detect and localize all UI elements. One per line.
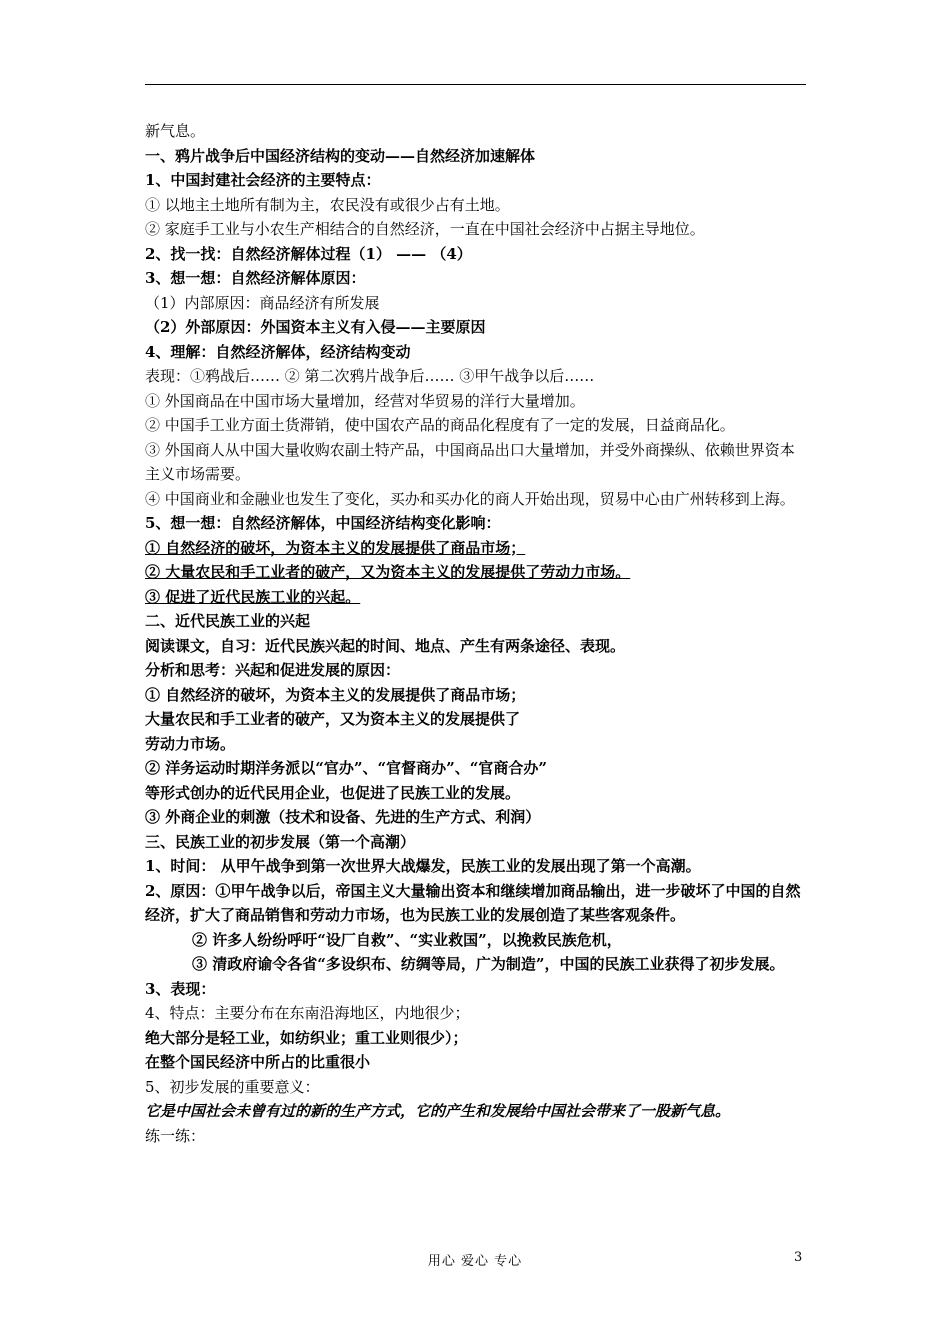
text-line: 阅读课文，自习：近代民族兴起的时间、地点、产生有两条途径、表现。: [145, 636, 626, 655]
text-line: ① 以地主土地所有制为主，农民没有或很少占有土地。: [145, 195, 510, 214]
footer-motto: 用心 爱心 专心: [427, 1254, 523, 1269]
sub-heading: 5、初步发展的重要意义：: [145, 1077, 320, 1096]
sub-heading: 5、想一想：自然经济解体，中国经济结构变化影响：: [145, 514, 501, 532]
text-line: ④ 中国商业和金融业也发生了变化，买办和买办化的商人开始出现，贸易中心由广州转移到上海。: [145, 489, 795, 508]
text-line: ① 外国商品在中国市场大量增加，经营对华贸易的洋行大量增加。: [145, 391, 585, 410]
underlined-point: ③ 促进了近代民族工业的兴起。: [145, 587, 361, 606]
text-line: ③ 外商企业的刺激（技术和设备、先进的生产方式、利润）: [145, 808, 541, 826]
page-number: 3: [794, 1250, 803, 1265]
text-line: ③ 外国商人从中国大量收购农副土特产品，中国商品出口大量增加，并受外商操纵、依赖世界资本主义市场需要。: [145, 440, 795, 483]
text-line: ① 自然经济的破坏，为资本主义的发展提供了商品市场；: [145, 685, 526, 704]
text-line: ② 许多人纷纷呼吁“设厂自救”、“实业救国”，以挽救民族危机，: [192, 930, 622, 949]
text-line: （2）外部原因：外国资本主义有入侵——主要原因: [145, 318, 486, 336]
text-line: 等形式创办的近代民用企业，也促进了民族工业的发展。: [145, 783, 521, 802]
section-heading: 一、鸦片战争后中国经济结构的变动——自然经济加速解体: [145, 146, 536, 165]
underlined-point: ② 大量农民和手工业者的破产，又为资本主义的发展提供了劳动力市场。: [145, 563, 631, 581]
text-line: ② 洋务运动时期洋务派以“官办”、“官督商办”、“官商合办”: [145, 759, 547, 777]
text-line: 4、特点：主要分布在东南沿海地区，内地很少；: [145, 1004, 470, 1022]
section-heading: 三、民族工业的初步发展（第一个高潮）: [145, 832, 416, 851]
sub-heading: 3、想一想：自然经济解体原因：: [145, 269, 366, 287]
underlined-point: ① 自然经济的破坏，为资本主义的发展提供了商品市场；: [145, 538, 526, 557]
sub-heading: 4、理解：自然经济解体，经济结构变动: [145, 342, 411, 361]
text-line: 1、时间： 从甲午战争到第一次世界大战爆发，民族工业的发展出现了第一个高潮。: [145, 857, 701, 875]
significance-text: 它是中国社会未曾有过的新的生产方式，它的产生和发展给中国社会带来了一股新气息。: [145, 1102, 731, 1120]
text-line: ③ 清政府谕令各省“多设织布、纺绸等局，广为制造”，中国的民族工业获得了初步发展。: [192, 955, 785, 973]
sub-heading: 2、找一找：自然经济解体过程（1） —— （4）: [145, 244, 472, 263]
text-line: 大量农民和手工业者的破产，又为资本主义的发展提供了: [145, 710, 521, 728]
text-line: 在整个国民经济中所占的比重很小: [145, 1053, 371, 1071]
text-line: 绝大部分是轻工业，如纺织业；重工业则很少）；: [145, 1028, 468, 1047]
text-line: ② 家庭手工业与小农生产相结合的自然经济，一直在中国社会经济中占据主导地位。: [145, 220, 705, 238]
text-line: 分析和思考：兴起和促进发展的原因：: [145, 661, 401, 679]
text-line: 练一练：: [145, 1126, 206, 1145]
sub-heading: 3、表现：: [145, 979, 216, 998]
sub-heading: 1、中国封建社会经济的主要特点：: [145, 171, 381, 189]
text-line: 新气息。: [145, 122, 206, 140]
text-line: ② 中国手工业方面土货滞销，使中国农产品的商品化程度有了一定的发展，日益商品化。: [145, 416, 735, 434]
document-body: [145, 119, 809, 1148]
section-heading: 二、近代民族工业的兴起: [145, 612, 311, 630]
text-line: 2、原因：①甲午战争以后，帝国主义大量输出资本和继续增加商品输出，进一步破坏了中国的自然经济，扩大了商品销售和劳动力市场，也为民族工业的发展创造了某些客观条件。: [145, 881, 801, 924]
text-line: （1）内部原因：商品经济有所发展: [145, 293, 380, 312]
header-rule: [145, 84, 806, 85]
text-line: 表现：①鸦战后…… ② 第二次鸦片战争后…… ③甲午战争以后……: [145, 367, 595, 385]
text-line: 劳动力市场。: [145, 734, 236, 753]
